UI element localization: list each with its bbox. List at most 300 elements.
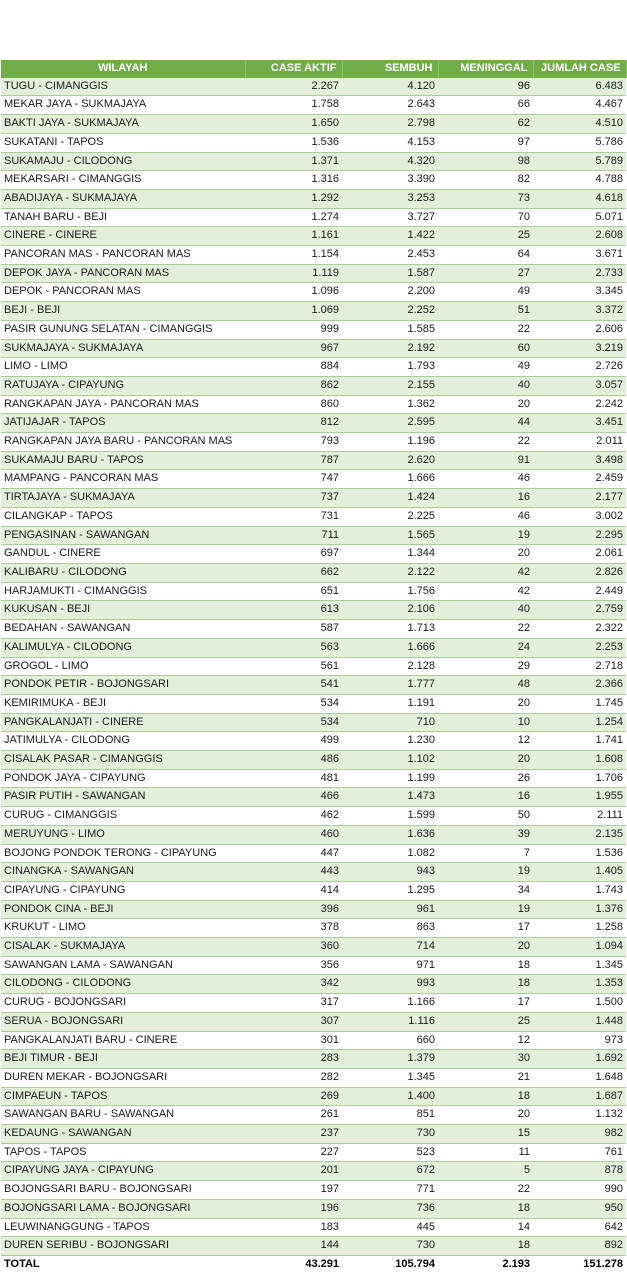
meninggal-cell: 16: [438, 489, 533, 508]
case-aktif-cell: 342: [245, 975, 342, 994]
sembuh-cell: 1.422: [342, 227, 438, 246]
wilayah-cell: DEPOK JAYA - PANCORAN MAS: [1, 264, 245, 283]
jumlah-case-cell: 990: [533, 1181, 626, 1200]
wilayah-cell: CILODONG - CILODONG: [1, 975, 245, 994]
meninggal-cell: 27: [438, 264, 533, 283]
sembuh-cell: 1.585: [342, 320, 438, 339]
meninggal-cell: 64: [438, 246, 533, 265]
sembuh-cell: 1.379: [342, 1050, 438, 1069]
header-sembuh: SEMBUH: [342, 60, 438, 78]
jumlah-case-cell: 1.353: [533, 975, 626, 994]
meninggal-cell: 7: [438, 844, 533, 863]
total-row: [1, 1256, 626, 1274]
case-aktif-cell: 793: [245, 433, 342, 452]
table-row: [1, 956, 626, 975]
case-aktif-cell: 269: [245, 1087, 342, 1106]
case-aktif-cell: 201: [245, 1162, 342, 1181]
jumlah-case-cell: 2.322: [533, 620, 626, 639]
sembuh-cell: 2.106: [342, 601, 438, 620]
jumlah-case-cell: 2.459: [533, 470, 626, 489]
table-row: [1, 152, 626, 171]
case-aktif-cell: 237: [245, 1125, 342, 1144]
jumlah-case-cell: 2.111: [533, 807, 626, 826]
meninggal-cell: 12: [438, 732, 533, 751]
case-aktif-cell: 1.292: [245, 189, 342, 208]
jumlah-case-cell: 5.071: [533, 208, 626, 227]
jumlah-case-cell: 1.743: [533, 881, 626, 900]
case-aktif-cell: 860: [245, 395, 342, 414]
meninggal-cell: 97: [438, 133, 533, 152]
meninggal-cell: 44: [438, 414, 533, 433]
table-row: [1, 638, 626, 657]
case-aktif-cell: 587: [245, 620, 342, 639]
total-jumlah-case: 151.278: [533, 1256, 626, 1274]
meninggal-cell: 40: [438, 601, 533, 620]
wilayah-cell: PENGASINAN - SAWANGAN: [1, 526, 245, 545]
case-aktif-cell: 183: [245, 1218, 342, 1237]
case-aktif-cell: 862: [245, 376, 342, 395]
table-row: [1, 1012, 626, 1031]
table-row: [1, 751, 626, 770]
sembuh-cell: 1.199: [342, 769, 438, 788]
jumlah-case-cell: 4.467: [533, 96, 626, 115]
jumlah-case-cell: 5.789: [533, 152, 626, 171]
meninggal-cell: 73: [438, 189, 533, 208]
wilayah-cell: MERUYUNG - LIMO: [1, 825, 245, 844]
wilayah-cell: TIRTAJAYA - SUKMAJAYA: [1, 489, 245, 508]
case-aktif-cell: 414: [245, 881, 342, 900]
wilayah-cell: LIMO - LIMO: [1, 358, 245, 377]
wilayah-cell: GANDUL - CINERE: [1, 545, 245, 564]
meninggal-cell: 96: [438, 78, 533, 96]
sembuh-cell: 2.620: [342, 451, 438, 470]
wilayah-cell: BOJONG PONDOK TERONG - CIPAYUNG: [1, 844, 245, 863]
sembuh-cell: 1.777: [342, 676, 438, 695]
meninggal-cell: 26: [438, 769, 533, 788]
meninggal-cell: 22: [438, 433, 533, 452]
meninggal-cell: 25: [438, 1012, 533, 1031]
case-aktif-cell: 486: [245, 751, 342, 770]
meninggal-cell: 50: [438, 807, 533, 826]
wilayah-cell: SUKAMAJU - CILODONG: [1, 152, 245, 171]
case-aktif-cell: 541: [245, 676, 342, 695]
sembuh-cell: 714: [342, 938, 438, 957]
case-aktif-cell: 261: [245, 1106, 342, 1125]
sembuh-cell: 2.595: [342, 414, 438, 433]
meninggal-cell: 42: [438, 563, 533, 582]
case-aktif-cell: 884: [245, 358, 342, 377]
case-aktif-cell: 443: [245, 863, 342, 882]
sembuh-cell: 4.153: [342, 133, 438, 152]
sembuh-cell: 1.473: [342, 788, 438, 807]
table-footer: [1, 1256, 626, 1274]
sembuh-cell: 1.345: [342, 1068, 438, 1087]
table-row: [1, 320, 626, 339]
meninggal-cell: 48: [438, 676, 533, 695]
sembuh-cell: 1.587: [342, 264, 438, 283]
table-row: [1, 208, 626, 227]
table-row: [1, 994, 626, 1013]
sembuh-cell: 3.390: [342, 171, 438, 190]
jumlah-case-cell: 2.061: [533, 545, 626, 564]
table-row: [1, 881, 626, 900]
table-row: [1, 563, 626, 582]
table-row: [1, 470, 626, 489]
case-aktif-cell: 711: [245, 526, 342, 545]
jumlah-case-cell: 2.135: [533, 825, 626, 844]
table-row: [1, 601, 626, 620]
header-meninggal: MENINGGAL: [438, 60, 533, 78]
case-aktif-cell: 787: [245, 451, 342, 470]
case-aktif-cell: 481: [245, 769, 342, 788]
meninggal-cell: 21: [438, 1068, 533, 1087]
sembuh-cell: 2.252: [342, 302, 438, 321]
case-aktif-cell: 396: [245, 900, 342, 919]
jumlah-case-cell: 1.500: [533, 994, 626, 1013]
wilayah-cell: CINANGKA - SAWANGAN: [1, 863, 245, 882]
table-row: [1, 376, 626, 395]
jumlah-case-cell: 2.242: [533, 395, 626, 414]
sembuh-cell: 1.344: [342, 545, 438, 564]
cropped-title: [0, 0, 627, 10]
meninggal-cell: 12: [438, 1031, 533, 1050]
table-row: [1, 1087, 626, 1106]
sembuh-cell: 1.713: [342, 620, 438, 639]
jumlah-case-cell: 2.718: [533, 657, 626, 676]
jumlah-case-cell: 973: [533, 1031, 626, 1050]
case-aktif-cell: 651: [245, 582, 342, 601]
jumlah-case-cell: 2.759: [533, 601, 626, 620]
case-aktif-cell: 197: [245, 1181, 342, 1200]
header-jumlah-case: JUMLAH CASE: [533, 60, 626, 78]
table-row: [1, 732, 626, 751]
case-aktif-cell: 534: [245, 694, 342, 713]
jumlah-case-cell: 878: [533, 1162, 626, 1181]
case-aktif-cell: 534: [245, 713, 342, 732]
jumlah-case-cell: 1.132: [533, 1106, 626, 1125]
wilayah-cell: CISALAK - SUKMAJAYA: [1, 938, 245, 957]
sembuh-cell: 445: [342, 1218, 438, 1237]
jumlah-case-cell: 2.449: [533, 582, 626, 601]
case-aktif-cell: 356: [245, 956, 342, 975]
table-row: [1, 807, 626, 826]
table-row: [1, 1068, 626, 1087]
case-aktif-cell: 499: [245, 732, 342, 751]
jumlah-case-cell: 4.618: [533, 189, 626, 208]
wilayah-cell: KRUKUT - LIMO: [1, 919, 245, 938]
meninggal-cell: 20: [438, 694, 533, 713]
case-aktif-cell: 662: [245, 563, 342, 582]
case-aktif-cell: 1.274: [245, 208, 342, 227]
meninggal-cell: 17: [438, 919, 533, 938]
jumlah-case-cell: 3.345: [533, 283, 626, 302]
meninggal-cell: 5: [438, 1162, 533, 1181]
wilayah-cell: DUREN SERIBU - BOJONGSARI: [1, 1237, 245, 1256]
wilayah-cell: CINERE - CINERE: [1, 227, 245, 246]
sembuh-cell: 4.320: [342, 152, 438, 171]
case-aktif-cell: 462: [245, 807, 342, 826]
sembuh-cell: 2.155: [342, 376, 438, 395]
sembuh-cell: 736: [342, 1199, 438, 1218]
table-row: [1, 489, 626, 508]
case-aktif-cell: 1.069: [245, 302, 342, 321]
case-aktif-cell: 282: [245, 1068, 342, 1087]
table-header: [1, 60, 626, 78]
jumlah-case-cell: 1.345: [533, 956, 626, 975]
case-aktif-cell: 378: [245, 919, 342, 938]
wilayah-cell: CISALAK PASAR - CIMANGGIS: [1, 751, 245, 770]
meninggal-cell: 18: [438, 1199, 533, 1218]
wilayah-cell: JATIMULYA - CILODONG: [1, 732, 245, 751]
table-row: [1, 189, 626, 208]
wilayah-cell: PANGKALANJATI - CINERE: [1, 713, 245, 732]
wilayah-cell: MAMPANG - PANCORAN MAS: [1, 470, 245, 489]
jumlah-case-cell: 1.094: [533, 938, 626, 957]
table-row: [1, 825, 626, 844]
wilayah-cell: SAWANGAN LAMA - SAWANGAN: [1, 956, 245, 975]
wilayah-cell: RATUJAYA - CIPAYUNG: [1, 376, 245, 395]
wilayah-cell: BOJONGSARI BARU - BOJONGSARI: [1, 1181, 245, 1200]
meninggal-cell: 14: [438, 1218, 533, 1237]
wilayah-cell: CIPAYUNG JAYA - CIPAYUNG: [1, 1162, 245, 1181]
sembuh-cell: 730: [342, 1237, 438, 1256]
sembuh-cell: 2.192: [342, 339, 438, 358]
table-row: [1, 115, 626, 134]
meninggal-cell: 20: [438, 545, 533, 564]
jumlah-case-cell: 1.405: [533, 863, 626, 882]
jumlah-case-cell: 2.295: [533, 526, 626, 545]
meninggal-cell: 29: [438, 657, 533, 676]
case-aktif-cell: 447: [245, 844, 342, 863]
wilayah-cell: KALIMULYA - CILODONG: [1, 638, 245, 657]
case-aktif-cell: 613: [245, 601, 342, 620]
case-aktif-cell: 1.316: [245, 171, 342, 190]
meninggal-cell: 91: [438, 451, 533, 470]
wilayah-cell: KUKUSAN - BEJI: [1, 601, 245, 620]
meninggal-cell: 15: [438, 1125, 533, 1144]
wilayah-cell: CIPAYUNG - CIPAYUNG: [1, 881, 245, 900]
meninggal-cell: 49: [438, 358, 533, 377]
meninggal-cell: 18: [438, 1237, 533, 1256]
meninggal-cell: 39: [438, 825, 533, 844]
table-row: [1, 526, 626, 545]
meninggal-cell: 49: [438, 283, 533, 302]
wilayah-cell: PANGKALANJATI BARU - CINERE: [1, 1031, 245, 1050]
table-row: [1, 1218, 626, 1237]
case-aktif-cell: 460: [245, 825, 342, 844]
jumlah-case-cell: 3.372: [533, 302, 626, 321]
jumlah-case-cell: 5.786: [533, 133, 626, 152]
case-aktif-cell: 196: [245, 1199, 342, 1218]
sembuh-cell: 2.122: [342, 563, 438, 582]
table-row: [1, 133, 626, 152]
total-sembuh: 105.794: [342, 1256, 438, 1274]
table-row: [1, 96, 626, 115]
table-row: [1, 302, 626, 321]
sembuh-cell: 1.666: [342, 470, 438, 489]
meninggal-cell: 24: [438, 638, 533, 657]
meninggal-cell: 20: [438, 1106, 533, 1125]
jumlah-case-cell: 2.177: [533, 489, 626, 508]
wilayah-cell: CIMPAEUN - TAPOS: [1, 1087, 245, 1106]
sembuh-cell: 523: [342, 1143, 438, 1162]
table-row: [1, 769, 626, 788]
total-label: TOTAL: [1, 1256, 245, 1274]
meninggal-cell: 18: [438, 956, 533, 975]
sembuh-cell: 863: [342, 919, 438, 938]
table-row: [1, 975, 626, 994]
case-aktif-cell: 1.096: [245, 283, 342, 302]
wilayah-cell: RANGKAPAN JAYA BARU - PANCORAN MAS: [1, 433, 245, 452]
meninggal-cell: 98: [438, 152, 533, 171]
table-row: [1, 938, 626, 957]
table-row: [1, 1143, 626, 1162]
sembuh-cell: 1.565: [342, 526, 438, 545]
meninggal-cell: 40: [438, 376, 533, 395]
jumlah-case-cell: 642: [533, 1218, 626, 1237]
wilayah-cell: TUGU - CIMANGGIS: [1, 78, 245, 96]
case-aktif-cell: 1.154: [245, 246, 342, 265]
case-aktif-cell: 697: [245, 545, 342, 564]
jumlah-case-cell: 1.448: [533, 1012, 626, 1031]
jumlah-case-cell: 3.219: [533, 339, 626, 358]
sembuh-cell: 1.599: [342, 807, 438, 826]
case-aktif-cell: 747: [245, 470, 342, 489]
table-row: [1, 863, 626, 882]
case-aktif-cell: 227: [245, 1143, 342, 1162]
header-case-aktif: CASE AKTIF: [245, 60, 342, 78]
sembuh-cell: 1.362: [342, 395, 438, 414]
sembuh-cell: 2.200: [342, 283, 438, 302]
jumlah-case-cell: 1.745: [533, 694, 626, 713]
table-row: [1, 1031, 626, 1050]
sembuh-cell: 2.453: [342, 246, 438, 265]
case-aktif-cell: 307: [245, 1012, 342, 1031]
meninggal-cell: 66: [438, 96, 533, 115]
meninggal-cell: 42: [438, 582, 533, 601]
wilayah-cell: PONDOK CINA - BEJI: [1, 900, 245, 919]
table-row: [1, 1162, 626, 1181]
table-row: [1, 433, 626, 452]
case-aktif-cell: 1.536: [245, 133, 342, 152]
meninggal-cell: 46: [438, 470, 533, 489]
wilayah-cell: KEMIRIMUKA - BEJI: [1, 694, 245, 713]
sembuh-cell: 971: [342, 956, 438, 975]
table-row: [1, 676, 626, 695]
sembuh-cell: 730: [342, 1125, 438, 1144]
header-wilayah: WILAYAH: [1, 60, 245, 78]
wilayah-cell: GROGOL - LIMO: [1, 657, 245, 676]
table-row: [1, 264, 626, 283]
jumlah-case-cell: 1.608: [533, 751, 626, 770]
case-aktif-cell: 563: [245, 638, 342, 657]
table-body: [1, 78, 626, 1256]
jumlah-case-cell: 1.692: [533, 1050, 626, 1069]
wilayah-cell: MEKAR JAYA - SUKMAJAYA: [1, 96, 245, 115]
sembuh-cell: 3.727: [342, 208, 438, 227]
sembuh-cell: 672: [342, 1162, 438, 1181]
jumlah-case-cell: 892: [533, 1237, 626, 1256]
table-row: [1, 451, 626, 470]
jumlah-case-cell: 2.733: [533, 264, 626, 283]
wilayah-cell: TAPOS - TAPOS: [1, 1143, 245, 1162]
meninggal-cell: 20: [438, 395, 533, 414]
jumlah-case-cell: 2.608: [533, 227, 626, 246]
sembuh-cell: 4.120: [342, 78, 438, 96]
case-aktif-cell: 1.758: [245, 96, 342, 115]
wilayah-cell: BOJONGSARI LAMA - BOJONGSARI: [1, 1199, 245, 1218]
sembuh-cell: 993: [342, 975, 438, 994]
jumlah-case-cell: 3.451: [533, 414, 626, 433]
sembuh-cell: 2.798: [342, 115, 438, 134]
sembuh-cell: 2.225: [342, 507, 438, 526]
jumlah-case-cell: 2.011: [533, 433, 626, 452]
jumlah-case-cell: 1.536: [533, 844, 626, 863]
wilayah-cell: PANCORAN MAS - PANCORAN MAS: [1, 246, 245, 265]
jumlah-case-cell: 2.366: [533, 676, 626, 695]
meninggal-cell: 82: [438, 171, 533, 190]
case-aktif-cell: 561: [245, 657, 342, 676]
table-row: [1, 919, 626, 938]
sembuh-cell: 1.166: [342, 994, 438, 1013]
case-aktif-cell: 1.371: [245, 152, 342, 171]
case-aktif-cell: 317: [245, 994, 342, 1013]
case-aktif-cell: 737: [245, 489, 342, 508]
jumlah-case-cell: 3.057: [533, 376, 626, 395]
wilayah-cell: SUKMAJAYA - SUKMAJAYA: [1, 339, 245, 358]
jumlah-case-cell: 4.788: [533, 171, 626, 190]
sembuh-cell: 1.102: [342, 751, 438, 770]
sembuh-cell: 1.295: [342, 881, 438, 900]
wilayah-cell: KALIBARU - CILODONG: [1, 563, 245, 582]
case-aktif-cell: 144: [245, 1237, 342, 1256]
case-aktif-cell: 2.267: [245, 78, 342, 96]
meninggal-cell: 20: [438, 938, 533, 957]
table-row: [1, 395, 626, 414]
table-row: [1, 900, 626, 919]
meninggal-cell: 19: [438, 900, 533, 919]
wilayah-cell: ABADIJAYA - SUKMAJAYA: [1, 189, 245, 208]
meninggal-cell: 18: [438, 1087, 533, 1106]
jumlah-case-cell: 1.741: [533, 732, 626, 751]
jumlah-case-cell: 761: [533, 1143, 626, 1162]
case-aktif-cell: 466: [245, 788, 342, 807]
wilayah-cell: PASIR PUTIH - SAWANGAN: [1, 788, 245, 807]
meninggal-cell: 70: [438, 208, 533, 227]
jumlah-case-cell: 982: [533, 1125, 626, 1144]
table-row: [1, 657, 626, 676]
jumlah-case-cell: 1.955: [533, 788, 626, 807]
wilayah-cell: MEKARSARI - CIMANGGIS: [1, 171, 245, 190]
meninggal-cell: 20: [438, 751, 533, 770]
wilayah-cell: BEJI - BEJI: [1, 302, 245, 321]
meninggal-cell: 34: [438, 881, 533, 900]
sembuh-cell: 1.230: [342, 732, 438, 751]
table-row: [1, 545, 626, 564]
sembuh-cell: 660: [342, 1031, 438, 1050]
table-row: [1, 339, 626, 358]
meninggal-cell: 16: [438, 788, 533, 807]
meninggal-cell: 22: [438, 620, 533, 639]
jumlah-case-cell: 6.483: [533, 78, 626, 96]
meninggal-cell: 11: [438, 1143, 533, 1162]
case-aktif-cell: 301: [245, 1031, 342, 1050]
jumlah-case-cell: 1.648: [533, 1068, 626, 1087]
jumlah-case-cell: 950: [533, 1199, 626, 1218]
jumlah-case-cell: 3.002: [533, 507, 626, 526]
case-table: [1, 60, 627, 1274]
table-row: [1, 78, 626, 96]
